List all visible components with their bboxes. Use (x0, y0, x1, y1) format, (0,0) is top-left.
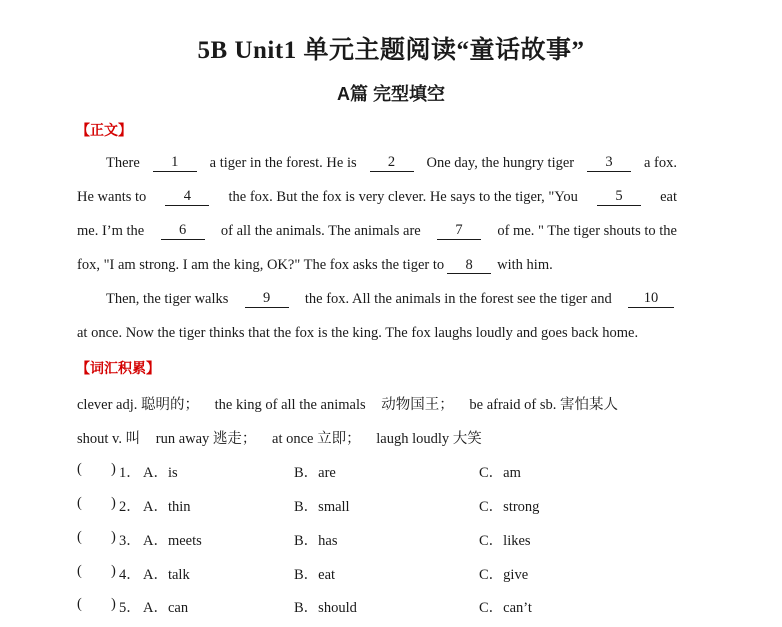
option-b: B．has (294, 533, 338, 549)
answer-blank: 3 (587, 155, 631, 172)
passage-text: of all the animals. The animals are (220, 223, 421, 239)
answer-paren-close: ) (111, 495, 116, 511)
question-row-4 (77, 563, 737, 583)
answer-blank: 1 (153, 155, 197, 172)
passage-text: He wants to (77, 189, 147, 205)
answer-paren-open: ( (77, 563, 82, 579)
passage-text: a tiger in the forest. He is (209, 155, 357, 171)
option-a: A．thin (143, 499, 191, 515)
vocab-item: be afraid of sb. 害怕某人 (469, 397, 618, 413)
passage-line (77, 291, 677, 308)
passage-section-label: 【正文】 (76, 123, 132, 139)
answer-blank: 2 (370, 155, 414, 172)
passage-text: There (106, 155, 140, 171)
passage-text: Then, the tiger walks (106, 291, 229, 307)
vocab-item: at once 立即； (272, 431, 361, 447)
option-a: A．meets (143, 533, 202, 549)
answer-paren-close: ) (111, 563, 116, 579)
passage-text: eat (660, 189, 677, 205)
question-row-1 (77, 461, 737, 481)
option-c: C．give (479, 567, 529, 583)
answer-blank: 8 (447, 258, 491, 274)
vocab-section-label: 【词汇积累】 (76, 361, 160, 377)
answer-paren-open: ( (77, 529, 82, 545)
passage-line (77, 189, 677, 206)
answer-paren-close: ) (111, 529, 116, 545)
answer-blank: 4 (165, 189, 209, 206)
question-row-3 (77, 529, 737, 549)
passage-text: with him. (497, 257, 553, 273)
answer-paren-close: ) (111, 596, 116, 612)
option-c: C．am (479, 465, 521, 481)
passage-text: a fox. (643, 155, 677, 171)
question-number: 4． (119, 567, 141, 583)
passage-text: the fox. All the animals in the forest see the tiger and (304, 291, 612, 307)
option-c: C．likes (479, 533, 531, 549)
vocab-item: run away 逃走； (155, 431, 257, 447)
answer-blank: 10 (628, 291, 674, 308)
answer-paren-open: ( (77, 461, 82, 477)
answer-blank: 6 (161, 223, 205, 240)
vocab-item: 动物国王； (381, 397, 454, 413)
question-row-2 (77, 495, 737, 515)
vocab-line-1 (77, 393, 618, 414)
passage-text: the fox. But the fox is very clever. He says to the tiger, "You (228, 189, 578, 205)
passage-text: fox, "I am strong. I am the king, OK?" The fox asks the tiger to (77, 257, 445, 273)
passage-line (77, 223, 677, 240)
option-b: B．eat (294, 567, 336, 583)
page-subtitle: A篇 完型填空 (337, 84, 445, 104)
option-b: B．are (294, 465, 336, 481)
option-a: A．is (143, 465, 178, 481)
passage-text: at once. Now the tiger thinks that the fox is the king. The fox laughs loudly and goes back home. (77, 325, 639, 341)
option-b: B．should (294, 600, 357, 616)
option-a: A．talk (143, 567, 190, 583)
answer-paren-open: ( (77, 495, 82, 511)
question-number: 5． (119, 600, 141, 616)
answer-blank: 9 (245, 291, 289, 308)
option-c: C．can’t (479, 600, 532, 616)
passage-text: One day, the hungry tiger (426, 155, 575, 171)
option-c: C．strong (479, 499, 540, 515)
page-title: 5B Unit1 单元主题阅读“童话故事” (197, 37, 585, 64)
passage-line (77, 257, 677, 274)
answer-blank: 5 (597, 189, 641, 206)
passage-text: me. I’m the (77, 223, 145, 239)
answer-paren-open: ( (77, 596, 82, 612)
passage-line (77, 325, 677, 342)
vocab-item: laugh loudly 大笑 (376, 431, 482, 447)
question-number: 3． (119, 533, 141, 549)
question-number: 1． (119, 465, 141, 481)
vocab-item: shout v. 叫 (77, 431, 141, 447)
question-row-5 (77, 596, 737, 616)
vocab-line-2 (77, 427, 482, 448)
answer-paren-close: ) (111, 461, 116, 477)
vocab-item: clever adj. 聪明的； (77, 397, 200, 413)
question-number: 2． (119, 499, 141, 515)
option-a: A．can (143, 600, 189, 616)
option-b: B．small (294, 499, 350, 515)
answer-blank: 7 (437, 223, 481, 240)
passage-text: of me. " The tiger shouts to the (497, 223, 677, 239)
passage-line (77, 155, 677, 172)
vocab-item: the king of all the animals (214, 397, 366, 413)
